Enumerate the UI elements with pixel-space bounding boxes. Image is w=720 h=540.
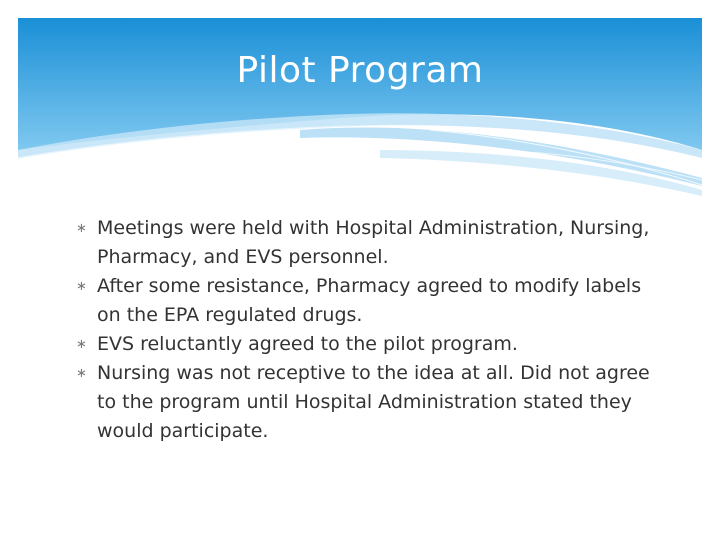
- asterisk-bullet-icon: ∗: [76, 337, 87, 352]
- bullet-item: [76, 272, 656, 330]
- bullet-list: [76, 214, 656, 446]
- bullet-item: [76, 214, 656, 272]
- header-banner: [0, 0, 720, 200]
- bullet-text: After some resistance, Pharmacy agreed to modify labels on the EPA regulated drugs.: [97, 275, 642, 326]
- bullet-text: Nursing was not receptive to the idea at all. Did not agree to the program until Hospital Administration stated they would participate.: [97, 362, 650, 442]
- asterisk-bullet-icon: ∗: [76, 221, 87, 236]
- bullet-text: Meetings were held with Hospital Administration, Nursing, Pharmacy, and EVS personnel.: [97, 217, 650, 268]
- bullet-item: [76, 359, 656, 446]
- asterisk-bullet-icon: ∗: [76, 279, 87, 294]
- bullet-item: [76, 330, 656, 359]
- asterisk-bullet-icon: ∗: [76, 366, 87, 381]
- bullet-text: EVS reluctantly agreed to the pilot program.: [97, 333, 518, 355]
- slide-title: Pilot Program: [236, 50, 484, 91]
